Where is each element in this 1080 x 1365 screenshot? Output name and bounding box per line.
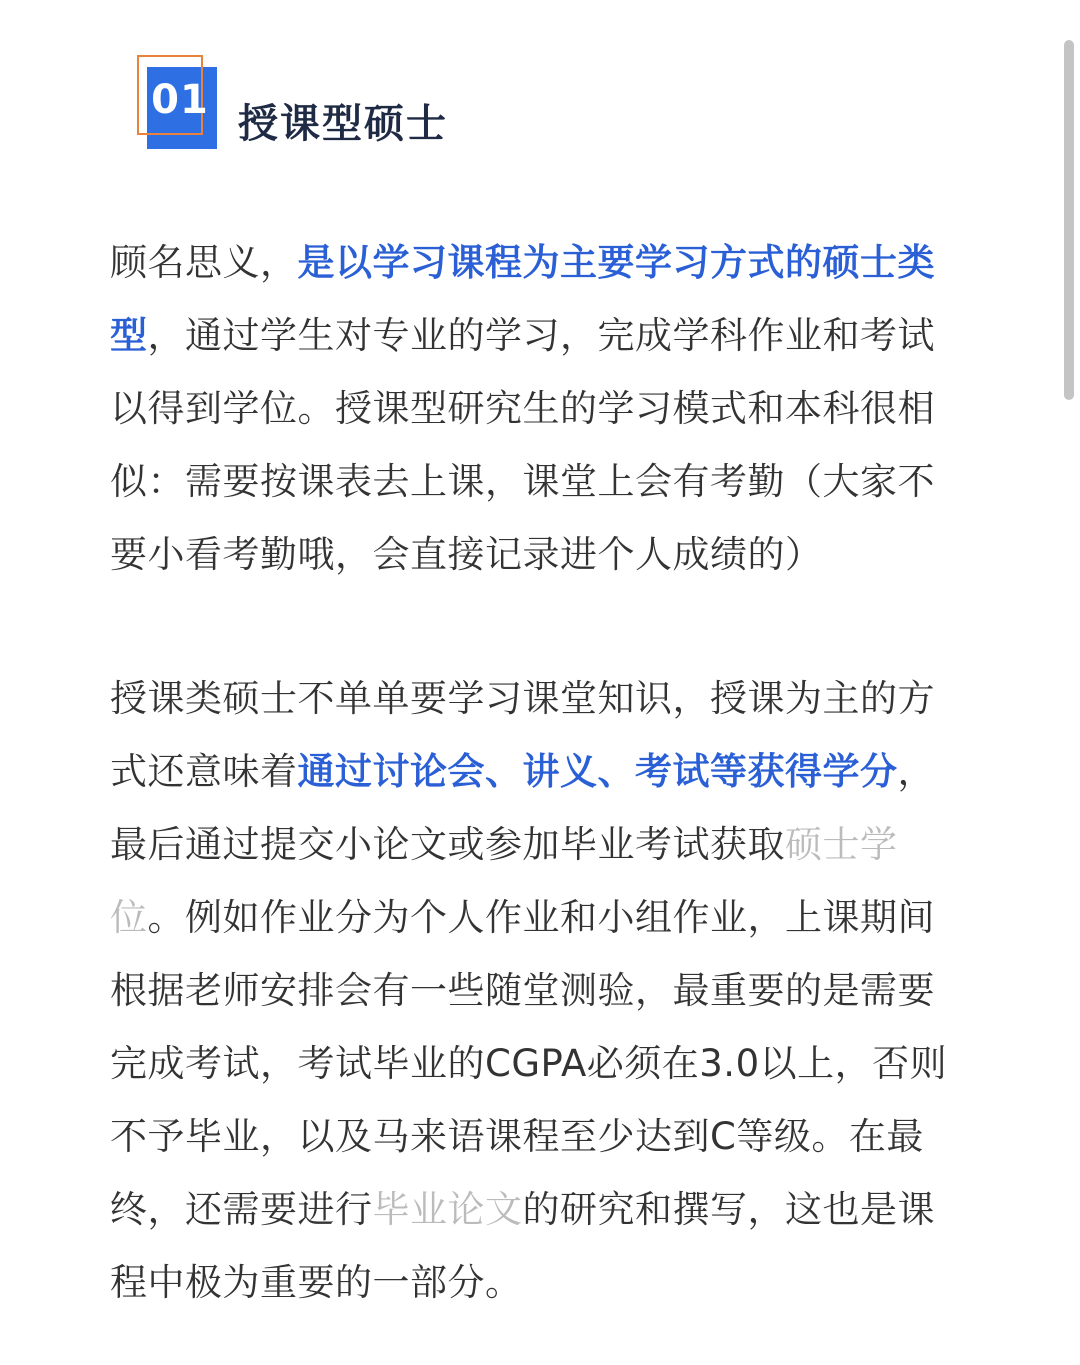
section-title: 授课型硕士 [238, 101, 448, 147]
paragraph-intro [110, 226, 960, 591]
p2-segment-4: 。例如作业分为个人作业和小组作业，上课期间根据老师安排会有一些随堂测验，最重要的是需要完成考试，考试毕业的CGPA必须在3.0以上，否则不予毕业，以及马来语课程至少达到C等级。在最终，还需要进行 [110, 896, 948, 1231]
scrollbar-thumb[interactable] [1064, 40, 1074, 400]
p2-segment-0: 授课类硕士不单单要学习课堂知识，授课为主的方式还意味着 [110, 677, 935, 793]
p1-segment-2: ，通过学生对专业的学习，完成学科作业和考试以得到学位。授课型研究生的学习模式和本科很相似：需要按课表去上课，课堂上会有考勤（大家不要小看考勤哦，会直接记录进个人成绩的） [110, 314, 935, 576]
p2-faded-thesis: 毕业论文 [372, 1188, 523, 1231]
section-number: 01 [151, 77, 209, 123]
p2-segment-6: 的研究和撰写，这也是课程中极为重要的一部分。 [110, 1188, 935, 1304]
p2-segment-2: ，最后通过提交小论文或参加毕业考试获取 [110, 750, 935, 866]
paragraph-details [110, 662, 960, 1319]
p2-faded-degree: 硕士学位 [110, 823, 898, 939]
p2-highlight-credits: 通过讨论会、讲义、考试等获得学分 [297, 750, 898, 793]
p1-segment-0: 顾名思义， [110, 241, 298, 284]
p1-highlight-definition: 是以学习课程为主要学习方式的硕士类型 [110, 241, 935, 357]
section-number-badge [137, 55, 217, 149]
